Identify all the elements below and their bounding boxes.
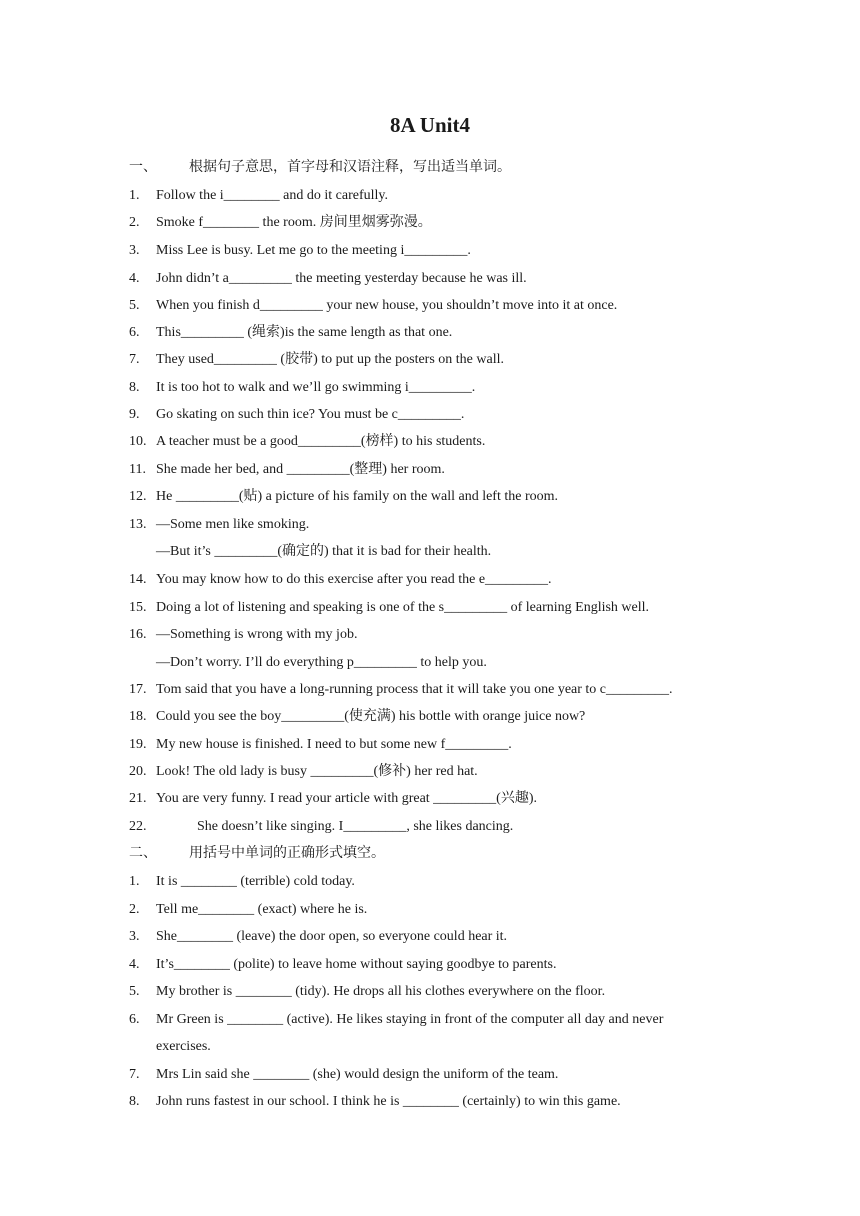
question-number: 13. bbox=[129, 517, 147, 532]
question-text: It’s________ (polite) to leave home without saying goodbye to parents. bbox=[156, 957, 557, 972]
question-number: 1. bbox=[129, 188, 140, 203]
question-continuation: exercises. bbox=[156, 1039, 211, 1054]
question-text: Miss Lee is busy. Let me go to the meeting i_________. bbox=[156, 243, 471, 258]
question-text: Tell me________ (exact) where he is. bbox=[156, 902, 368, 917]
section-instruction: 根据句子意思，首字母和汉语注释，写出适当单词。 bbox=[189, 160, 511, 175]
question-number: 21. bbox=[129, 791, 147, 806]
question-number: 6. bbox=[129, 325, 140, 340]
question-number: 3. bbox=[129, 243, 140, 258]
question-number: 4. bbox=[129, 271, 140, 286]
question-number: 15. bbox=[129, 600, 147, 615]
question-number: 2. bbox=[129, 902, 140, 917]
question-text: Smoke f________ the room. 房间里烟雾弥漫。 bbox=[156, 215, 432, 230]
question-text: Could you see the boy_________(使充满) his bottle with orange juice now? bbox=[156, 709, 586, 724]
question-continuation: —But it’s _________(确定的) that it is bad for their health. bbox=[156, 544, 492, 559]
question-text: Tom said that you have a long-running process that it will take you one year to c_________. bbox=[156, 682, 673, 697]
question-text: My new house is finished. I need to but some new f_________. bbox=[156, 737, 512, 752]
question-number: 8. bbox=[129, 1094, 140, 1109]
question-text: He _________(贴) a picture of his family on the wall and left the room. bbox=[156, 489, 559, 504]
question-number: 20. bbox=[129, 764, 147, 779]
section-1-heading bbox=[129, 158, 511, 178]
question-continuation: —Don’t worry. I’ll do everything p_________ to help you. bbox=[156, 655, 487, 670]
question-text: You may know how to do this exercise after you read the e_________. bbox=[156, 572, 552, 587]
question-number: 5. bbox=[129, 298, 140, 313]
question-text: A teacher must be a good_________(榜样) to his students. bbox=[156, 434, 486, 449]
question-number: 6. bbox=[129, 1012, 140, 1027]
question-text: She doesn’t like singing. I_________, she likes dancing. bbox=[197, 819, 514, 834]
question-text: It is too hot to walk and we’ll go swimming i_________. bbox=[156, 380, 476, 395]
question-number: 17. bbox=[129, 682, 147, 697]
page-title: 8A Unit4 bbox=[390, 113, 470, 137]
question-text: Go skating on such thin ice? You must be c_________. bbox=[156, 407, 465, 422]
question-text: Mrs Lin said she ________ (she) would design the uniform of the team. bbox=[156, 1067, 559, 1082]
question-number: 10. bbox=[129, 434, 147, 449]
question-text: She made her bed, and _________(整理) her room. bbox=[156, 462, 445, 477]
question-number: 9. bbox=[129, 407, 140, 422]
question-text: John runs fastest in our school. I think he is ________ (certainly) to win this game. bbox=[156, 1094, 621, 1109]
question-text: Follow the i________ and do it carefully. bbox=[156, 188, 388, 203]
question-number: 7. bbox=[129, 352, 140, 367]
question-text: It is ________ (terrible) cold today. bbox=[156, 874, 355, 889]
section-number: 二、 bbox=[129, 846, 157, 861]
question-text: They used_________ (胶带) to put up the posters on the wall. bbox=[156, 352, 505, 367]
question-text: This_________ (绳索)is the same length as that one. bbox=[156, 325, 453, 340]
section-number: 一、 bbox=[129, 160, 157, 175]
question-number: 19. bbox=[129, 737, 147, 752]
question-text: Look! The old lady is busy _________(修补) her red hat. bbox=[156, 764, 478, 779]
question-number: 2. bbox=[129, 215, 140, 230]
question-number: 4. bbox=[129, 957, 140, 972]
section-instruction: 用括号中单词的正确形式填空。 bbox=[189, 846, 385, 861]
question-text: My brother is ________ (tidy). He drops all his clothes everywhere on the floor. bbox=[156, 984, 606, 999]
question-number: 8. bbox=[129, 380, 140, 395]
question-number: 3. bbox=[129, 929, 140, 944]
question-number: 7. bbox=[129, 1067, 140, 1082]
question-number: 16. bbox=[129, 627, 147, 642]
question-text: You are very funny. I read your article with great _________(兴趣). bbox=[156, 791, 538, 806]
question-text: Mr Green is ________ (active). He likes staying in front of the computer all day and never bbox=[156, 1012, 664, 1027]
question-number: 11. bbox=[129, 462, 146, 477]
section-2-heading bbox=[129, 844, 385, 864]
question-number: 12. bbox=[129, 489, 147, 504]
question-text: She________ (leave) the door open, so everyone could hear it. bbox=[156, 929, 508, 944]
question-number: 5. bbox=[129, 984, 140, 999]
question-text: —Some men like smoking. bbox=[156, 517, 310, 532]
question-text: John didn’t a_________ the meeting yesterday because he was ill. bbox=[156, 271, 527, 286]
question-text: Doing a lot of listening and speaking is one of the s_________ of learning English well. bbox=[156, 600, 650, 615]
question-number: 22. bbox=[129, 819, 147, 834]
question-text: —Something is wrong with my job. bbox=[156, 627, 358, 642]
question-number: 1. bbox=[129, 874, 140, 889]
question-number: 14. bbox=[129, 572, 147, 587]
question-text: When you finish d_________ your new house, you shouldn’t move into it at once. bbox=[156, 298, 618, 313]
question-number: 18. bbox=[129, 709, 147, 724]
